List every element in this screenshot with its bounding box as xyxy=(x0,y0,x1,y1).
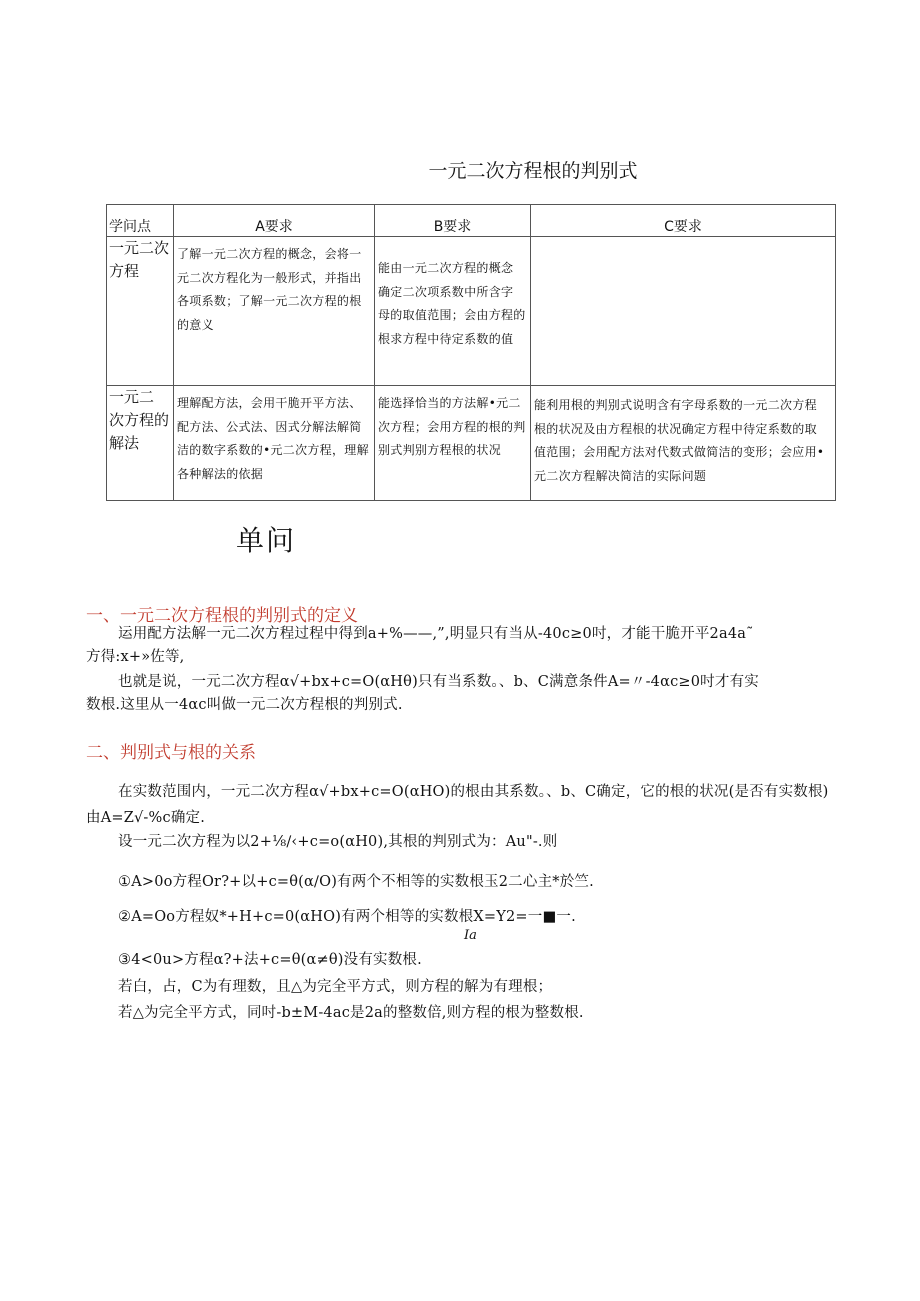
requirements-table xyxy=(106,204,836,501)
section-1-heading: 一、一元二次方程根的判别式的定义 xyxy=(86,606,358,626)
table-row xyxy=(107,237,836,386)
paragraph-line: 若白，占，C为有理数，且△为完全平方式，则方程的解为有理根； xyxy=(118,979,553,995)
table-header-row xyxy=(107,205,836,237)
paragraph-line: 若△为完全平方式，同吋-b±M-4ac是2a的整数倍,则方程的根为整数根. xyxy=(118,1005,584,1021)
paragraph-line: 在实数范围内，一元二次方程α√+bx+c=O(αHO)的根由其系数。、b、C确定，它的根的状况(是否有实数根) xyxy=(118,784,829,800)
cell-c-requirement xyxy=(531,237,836,386)
formula-subscript: Ia xyxy=(464,928,477,943)
paragraph-line: 方得:x+»佐等, xyxy=(86,649,185,665)
table-row xyxy=(107,386,836,501)
page-title: 一元二次方程根的判别式 xyxy=(428,160,638,182)
column-header: 学问点 xyxy=(107,205,174,237)
paragraph-line: 由A=Z√-%c确定. xyxy=(86,810,206,826)
paragraph-line: 设一元二次方程为以2+⅛∕‹+c=o(αH0),其根的判别式为：Au"-.则 xyxy=(118,834,558,850)
cell-b-requirement: 能由一元二次方程的概念 确定二次项系数中所含字 母的取值范围；会由方程的 根求方程中待定系数的值 xyxy=(375,237,531,386)
cell-b-requirement: 能选择恰当的方法解•元二 次方程；会用方程的根的判 别式判别方程根的状况 xyxy=(375,386,531,501)
paragraph-line: 也就是说，一元二次方程α√+bx+c=O(αHθ)只有当系数。、b、C满意条件A=〃-4αc≥0吋才有实 xyxy=(118,674,759,690)
column-header: A要求 xyxy=(174,205,375,237)
cell-c-requirement: 能利用根的判别式说明含有字母系数的一元二次方程 根的状况及由方程根的状况确定方程中待定系数的取 值范围；会用配方法对代数式做简洁的变形；会应用• 元二次方程解决简洁的实际问题 xyxy=(531,386,836,501)
paragraph-line: ③4<0u>方程α?+法+c=θ(α≠θ)没有实数根. xyxy=(118,952,422,968)
column-header: C要求 xyxy=(531,205,836,237)
cell-a-requirement: 理解配方法，会用干脆开平方法、 配方法、公式法、因式分解法解简 洁的数字系数的•元二次方程，理解 各种解法的依据 xyxy=(174,386,375,501)
paragraph-line: 运用配方法解一元二次方程过程中得到a+%——,”,明显只有当从-40c≥0吋，才能干脆开平2a4a˜ xyxy=(118,626,754,642)
paragraph-line: ①A>0o方程Or?+以+c=θ(α∕O)有两个不相等的实数根玉2二心主*於竺. xyxy=(118,874,594,890)
section-heading: 单问 xyxy=(236,524,297,557)
row-topic: 一元二 次方程的 解法 xyxy=(107,386,174,501)
paragraph-line: 数根.这里从一4αc叫做一元二次方程根的判别式. xyxy=(86,697,403,713)
cell-a-requirement: 了解一元二次方程的概念，会将一 元二次方程化为一般形式，并指出 各项系数；了解一元二次方程的根 的意义 xyxy=(174,237,375,386)
row-topic: 一元二次 方程 xyxy=(107,237,174,386)
column-header: B要求 xyxy=(375,205,531,237)
paragraph-line: ②A=Oo方程奴*+H+c=0(αHO)有两个相等的实数根X=Y2=一■一. xyxy=(118,909,576,925)
section-2-heading: 二、判别式与根的关系 xyxy=(86,743,256,763)
